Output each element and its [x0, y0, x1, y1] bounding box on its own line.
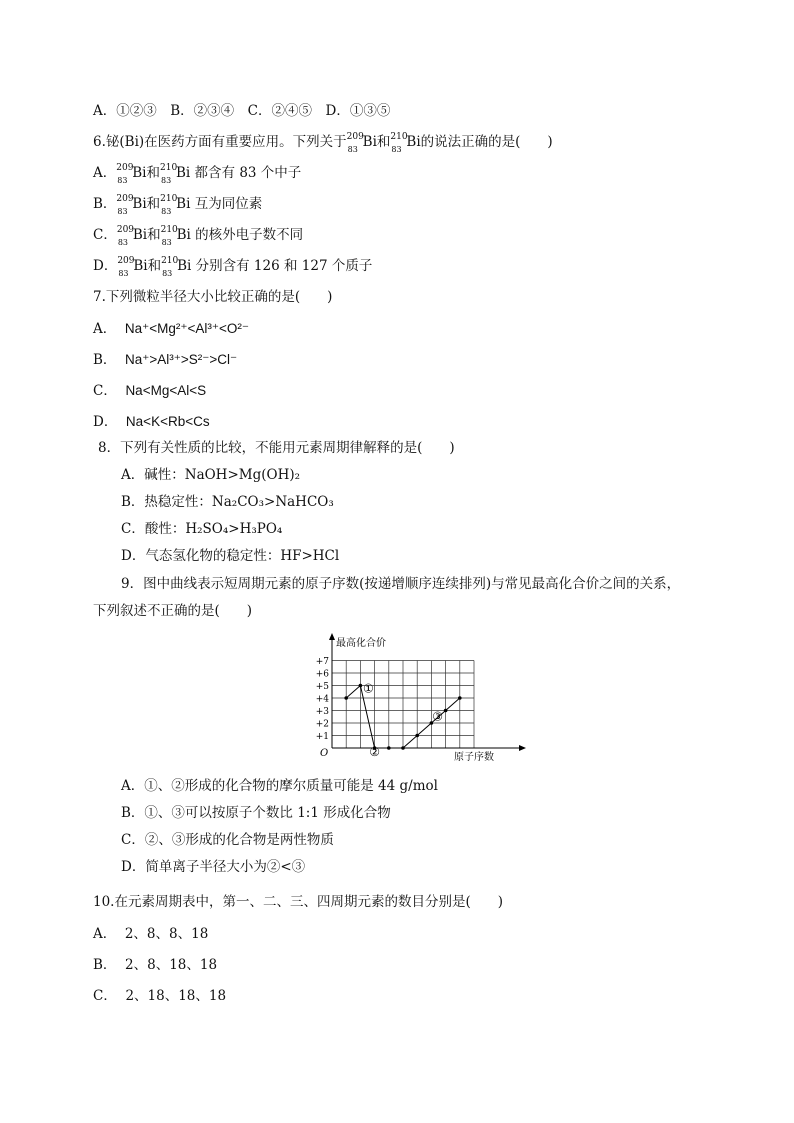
element-symbol: Bi: [176, 165, 191, 181]
element-symbol: Bi: [132, 196, 147, 212]
y-tick-label: +7: [315, 657, 329, 667]
point-annotation: ②: [369, 745, 380, 759]
x-axis-label: 原子序数: [454, 752, 494, 763]
q6-option-a: [93, 163, 302, 185]
option-label: C．: [93, 988, 117, 1004]
q6-stem-post: 的说法正确的是( ): [420, 134, 553, 150]
q6-stem-pre: 6.铋(Bi)在医药方面有重要应用。下列关于: [93, 134, 347, 150]
data-point: [387, 746, 391, 750]
option-label: D．: [93, 258, 118, 274]
q8-option-c: [121, 520, 282, 538]
y-axis-arrow: [329, 633, 335, 640]
data-point: [344, 696, 348, 700]
option-label: D．: [93, 414, 118, 430]
element-symbol: Bi: [176, 196, 191, 212]
element-symbol: Bi: [176, 227, 191, 243]
conjunction: 和: [376, 134, 391, 150]
q9-stem-line2: 下列叙述不正确的是( ): [93, 603, 253, 619]
option-label: A．碱性：: [121, 467, 185, 483]
option-text: Na<K<Rb<Cs: [125, 414, 210, 429]
conjunction: 和: [147, 258, 162, 274]
q8-option-a: [121, 466, 300, 484]
nuclide-bi209: 209 83: [117, 256, 135, 278]
option-text: HF>HCl: [280, 548, 340, 564]
valence-chart: [310, 630, 530, 770]
option-text: Na⁺<Mg²⁺<Al³⁺<O²⁻: [124, 321, 250, 336]
origin-label: O: [320, 748, 329, 759]
q8-option-b: [121, 493, 334, 511]
q8-option-d: [121, 547, 339, 565]
option-label: A．: [93, 926, 117, 942]
element-symbol: Bi: [132, 165, 147, 181]
q6-option-c: [93, 225, 304, 247]
option-text: 都含有 83 个中子: [194, 165, 302, 181]
q6-option-d: [93, 256, 373, 278]
option-text: Na<Mg<Al<S: [125, 383, 207, 398]
q5-options: A．①②③ B．②③④ C．②④⑤ D．①③⑤: [93, 103, 391, 119]
y-tick-label: +1: [315, 732, 329, 742]
y-tick-label: +2: [315, 719, 329, 730]
data-point: [415, 734, 419, 738]
option-label: B．: [93, 957, 117, 973]
element-symbol: Bi: [362, 134, 377, 150]
element-symbol: Bi: [133, 258, 148, 274]
option-text: NaOH>Mg(OH)₂: [184, 467, 301, 483]
conjunction: 和: [147, 227, 161, 243]
q10-option-c: [93, 987, 226, 1005]
option-label: A．: [93, 321, 117, 337]
q9-option-c: C．②、③形成的化合物是两性物质: [121, 832, 334, 848]
q6-stem: [93, 132, 553, 154]
option-label: B．: [93, 196, 117, 212]
conjunction: 和: [146, 196, 161, 212]
element-symbol: Bi: [406, 134, 421, 150]
option-label: C．: [93, 383, 117, 399]
element-symbol: Bi: [132, 227, 148, 243]
option-text: 的核外电子数不同: [195, 227, 304, 243]
option-text: Na₂CO₃>NaHCO₃: [211, 494, 334, 510]
q10-stem: 10.在元素周期表中，第一、二、三、四周期元素的数目分别是( ): [93, 894, 504, 910]
q10-option-a: [93, 925, 208, 943]
y-axis-label: 最高化合价: [336, 638, 386, 649]
chart-axes: [329, 633, 526, 751]
data-point: [359, 684, 363, 688]
q9-stem-line1: 9．图中曲线表示短周期元素的原子序数(按递增顺序连续排列)与常见最高化合价之间的关系，: [121, 576, 681, 592]
q9-option-b: B．①、③可以按原子个数比 1:1 形成化合物: [121, 805, 391, 821]
y-tick-label: +6: [315, 669, 329, 680]
y-tick-labels: [316, 657, 330, 742]
nuclide-bi210: 210 83: [390, 132, 408, 154]
conjunction: 和: [146, 165, 160, 181]
option-label: D．气态氢化物的稳定性：: [121, 548, 281, 564]
y-tick-label: +5: [315, 682, 329, 692]
option-text: 2、8、18、18: [125, 957, 218, 973]
q7-option-a: [93, 320, 249, 338]
nuclide-bi209: 209 83: [116, 194, 134, 216]
q10-option-b: [93, 956, 217, 974]
q7-option-b: [93, 351, 237, 369]
data-point: [401, 746, 405, 750]
y-tick-label: +4: [315, 694, 329, 705]
nuclide-bi210: 210 83: [160, 163, 178, 185]
q9-option-a: A．①、②形成的化合物的摩尔质量可能是 44 g/mol: [121, 778, 438, 794]
option-text: 2、8、8、18: [124, 926, 209, 942]
point-annotation: ③: [432, 709, 443, 724]
option-label: B．热稳定性：: [121, 494, 212, 510]
q8-stem: 8．下列有关性质的比较，不能用元素周期律解释的是( ): [98, 440, 455, 456]
data-point: [458, 696, 462, 700]
element-symbol: Bi: [177, 258, 192, 274]
nuclide-bi209: 209 83: [116, 225, 135, 247]
option-label: C．酸性：: [121, 521, 186, 537]
option-label: C．: [93, 227, 117, 243]
nuclide-bi210: 210 83: [160, 194, 178, 216]
nuclide-bi210: 210 83: [161, 256, 179, 278]
q6-option-b: [93, 194, 263, 216]
option-label: B．: [93, 352, 117, 368]
x-axis-arrow: [519, 745, 526, 751]
option-text: Na⁺>Al³⁺>S²⁻>Cl⁻: [125, 352, 238, 367]
nuclide-bi210: 210 83: [160, 225, 178, 247]
data-point: [444, 709, 448, 713]
option-text: 互为同位素: [194, 196, 263, 212]
q7-option-c: [93, 382, 206, 400]
q7-option-d: [93, 413, 210, 431]
nuclide-bi209: 209 83: [346, 132, 364, 154]
q9-option-d: D．简单离子半径大小为②<③: [121, 859, 306, 875]
option-text: H₂SO₄>H₃PO₄: [185, 521, 283, 537]
option-text: 分别含有 126 和 127 个质子: [195, 258, 373, 274]
q7-stem: 7.下列微粒半径大小比较正确的是( ): [93, 289, 333, 305]
option-text: 2、18、18、18: [125, 988, 227, 1004]
nuclide-bi209: 209 83: [116, 163, 134, 185]
y-tick-label: +3: [315, 707, 329, 717]
option-label: A．: [93, 165, 117, 181]
point-annotation: ①: [363, 681, 374, 696]
